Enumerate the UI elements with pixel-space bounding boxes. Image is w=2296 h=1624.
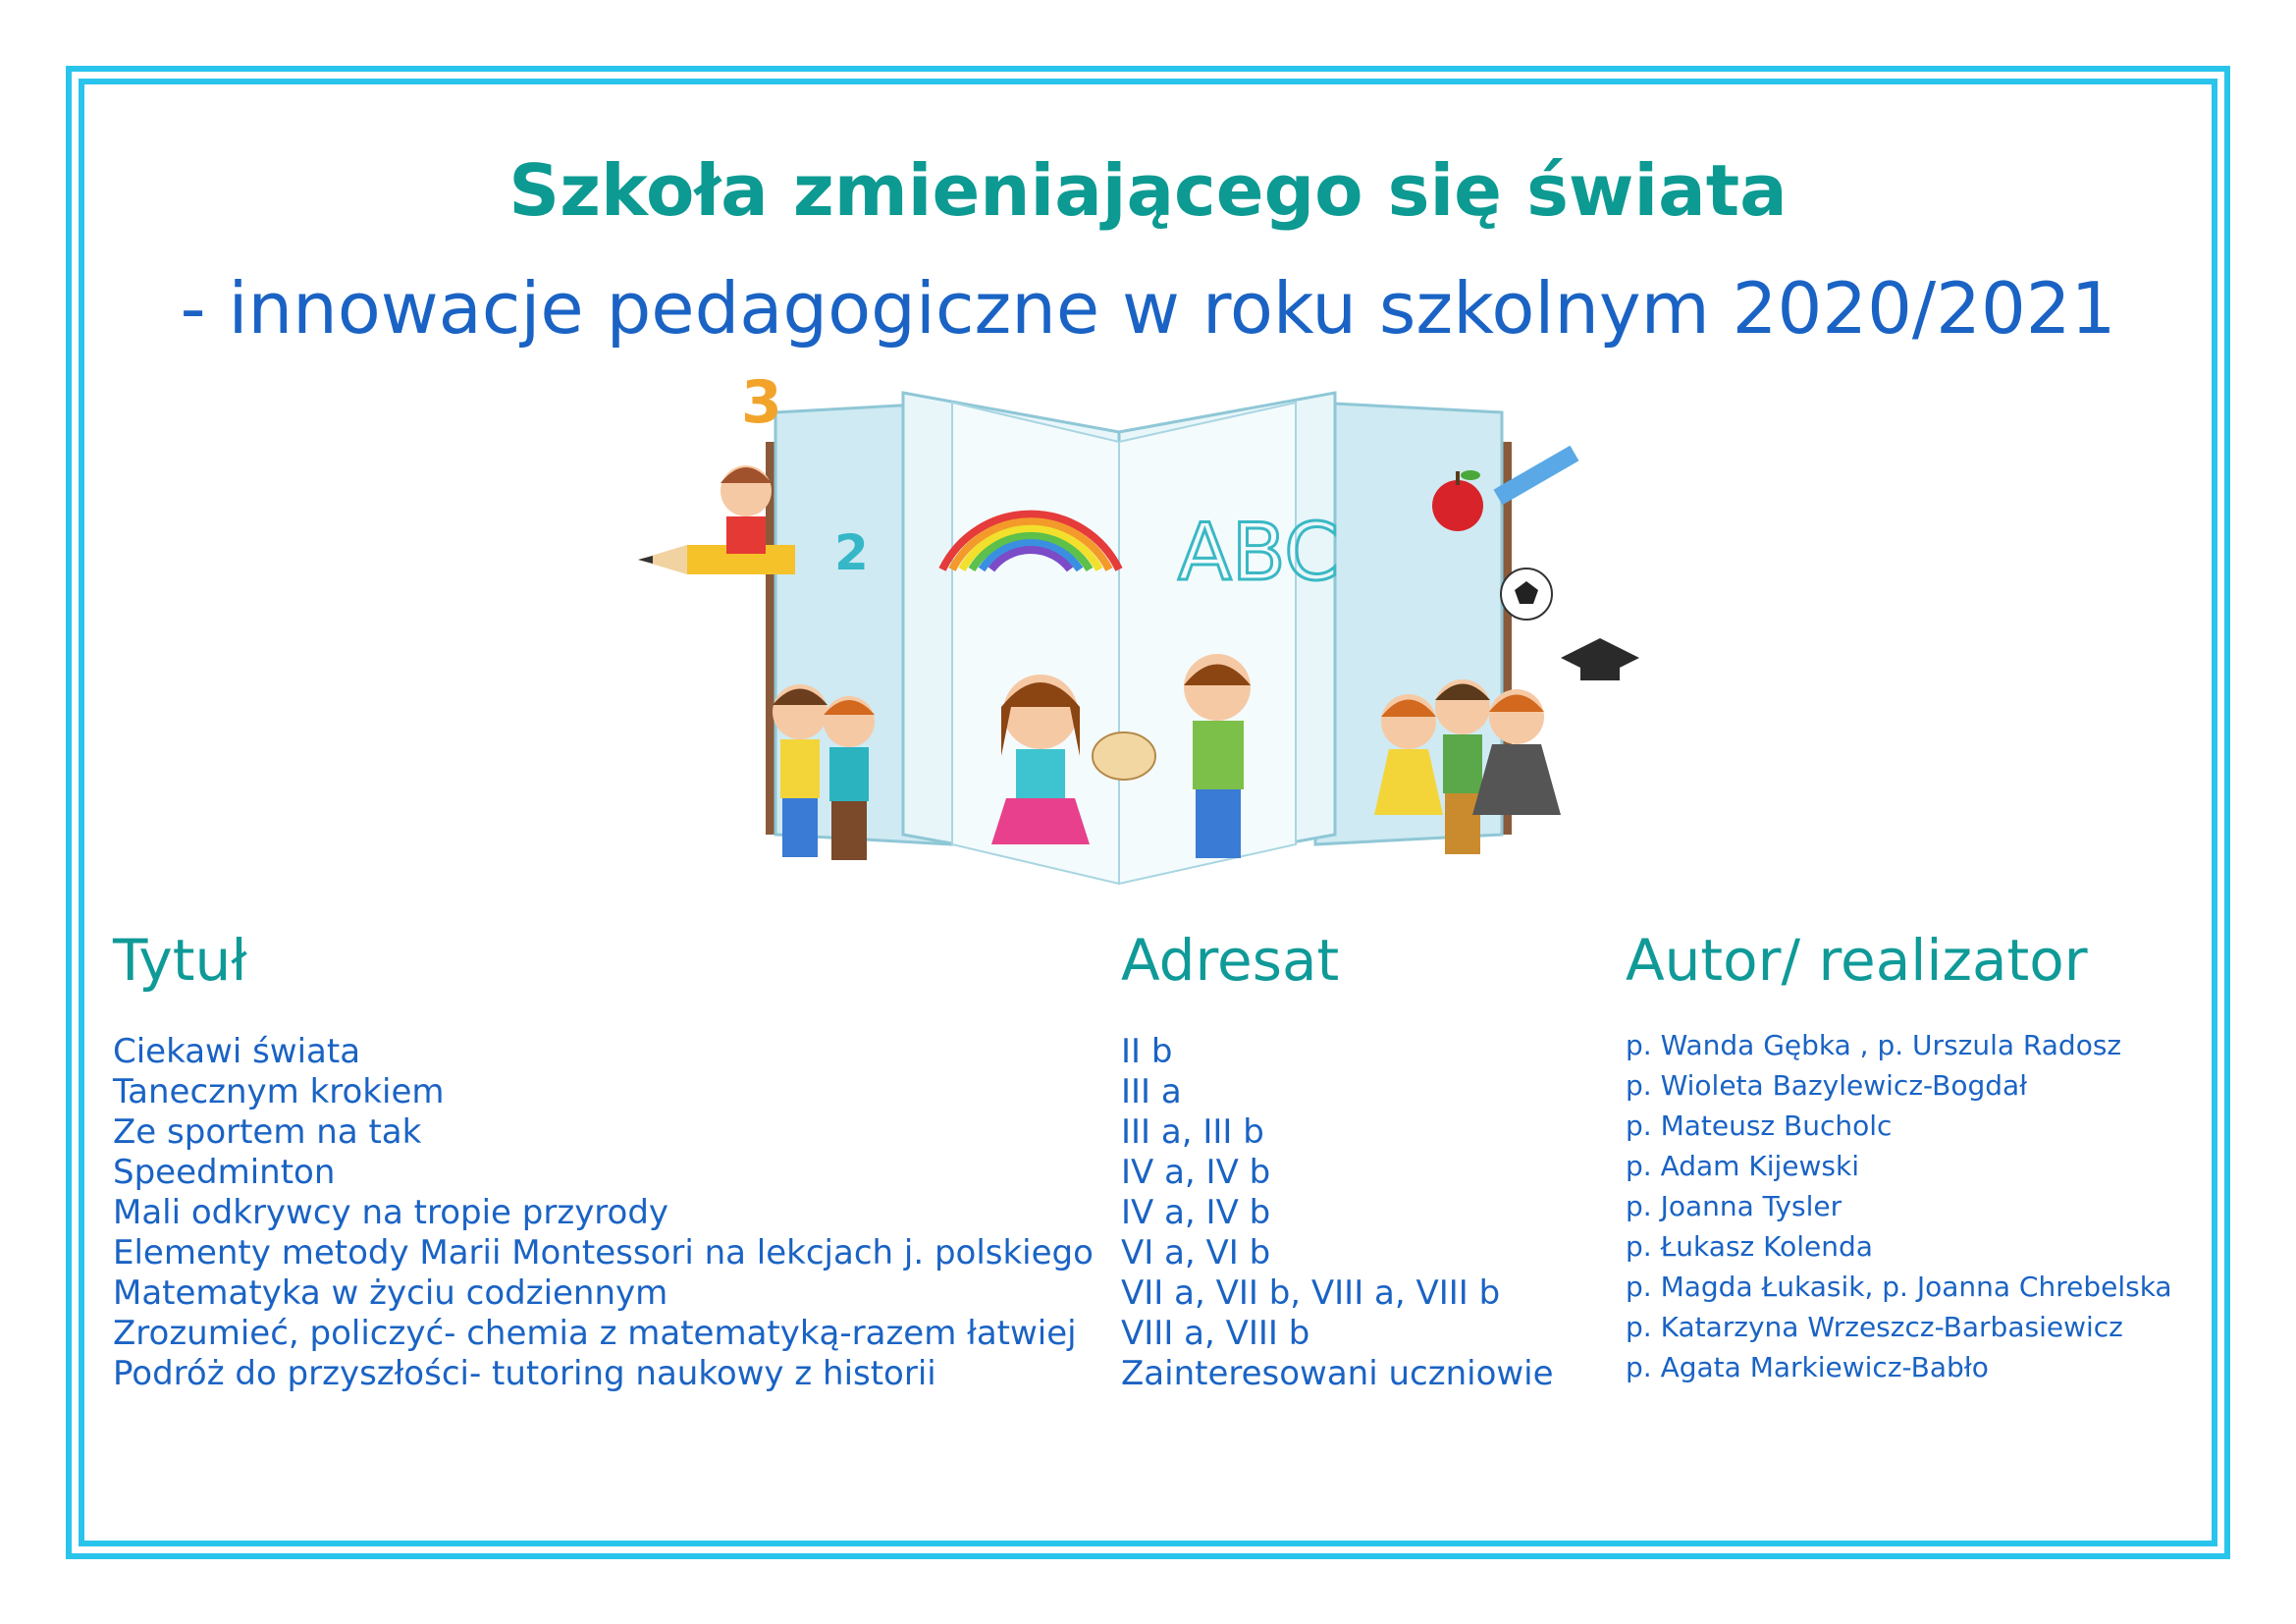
list-item: Zainteresowani uczniowie — [1121, 1354, 1554, 1393]
list-item: Elementy metody Marii Montessori na lekcjach j. polskiego — [113, 1233, 1094, 1272]
column-header-addressee: Adresat — [1121, 927, 1340, 994]
soccer-ball-icon — [1501, 568, 1552, 620]
page-title: Szkoła zmieniającego się świata — [508, 149, 1788, 232]
list-item: Zrozumieć, policzyć- chemia z matematyką-razem łatwiej — [113, 1314, 1077, 1353]
list-item: VII a, VII b, VIII a, VIII b — [1121, 1273, 1501, 1313]
list-item: VI a, VI b — [1121, 1233, 1271, 1272]
list-item: Mali odkrywcy na tropie przyrody — [113, 1193, 669, 1232]
list-item: IV a, IV b — [1121, 1153, 1271, 1192]
list-item: VIII a, VIII b — [1121, 1314, 1310, 1353]
titles-list — [113, 1032, 1094, 1394]
list-item: p. Adam Kijewski — [1626, 1150, 1859, 1182]
list-item: p. Magda Łukasik, p. Joanna Chrebelska — [1626, 1271, 2172, 1303]
list-item: Podróż do przyszłości- tutoring naukowy z historii — [113, 1354, 936, 1393]
list-item: IV a, IV b — [1121, 1193, 1271, 1232]
list-item: p. Agata Markiewicz-Babło — [1626, 1351, 1989, 1383]
list-item: p. Łukasz Kolenda — [1626, 1230, 1873, 1263]
authors-list — [1626, 1025, 2172, 1387]
list-item: Matematyka w życiu codziennym — [113, 1273, 668, 1313]
number-three-icon: 3 — [741, 373, 782, 437]
number-two-icon: 2 — [834, 524, 869, 581]
pencil-icon — [638, 545, 795, 574]
list-item: III a — [1121, 1072, 1182, 1111]
list-item: p. Wioleta Bazylewicz-Bogdał — [1626, 1069, 2028, 1102]
list-item: Ze sportem na tak — [113, 1112, 422, 1152]
column-header-author: Autor/ realizator — [1626, 927, 2088, 994]
list-item: Tanecznym krokiem — [113, 1072, 445, 1111]
page-subtitle: - innowacje pedagogiczne w roku szkolnym 2020/2021 — [180, 267, 2116, 350]
list-item: p. Mateusz Bucholc — [1626, 1110, 1893, 1142]
list-item: II b — [1121, 1032, 1173, 1071]
graduation-cap-icon — [1561, 638, 1639, 680]
book-children-illustration — [628, 373, 1669, 903]
addressees-list — [1121, 1032, 1554, 1394]
list-item: III a, III b — [1121, 1112, 1264, 1152]
list-item: Ciekawi świata — [113, 1032, 361, 1071]
list-item: p. Wanda Gębka , p. Urszula Radosz — [1626, 1029, 2122, 1061]
list-item: p. Joanna Tysler — [1626, 1190, 1842, 1222]
abc-letters: ABC — [1178, 507, 1340, 598]
column-header-title: Tytuł — [113, 927, 247, 994]
list-item: p. Katarzyna Wrzeszcz-Barbasiewicz — [1626, 1311, 2123, 1343]
boy-on-pencil — [721, 465, 772, 554]
list-item: Speedminton — [113, 1153, 336, 1192]
